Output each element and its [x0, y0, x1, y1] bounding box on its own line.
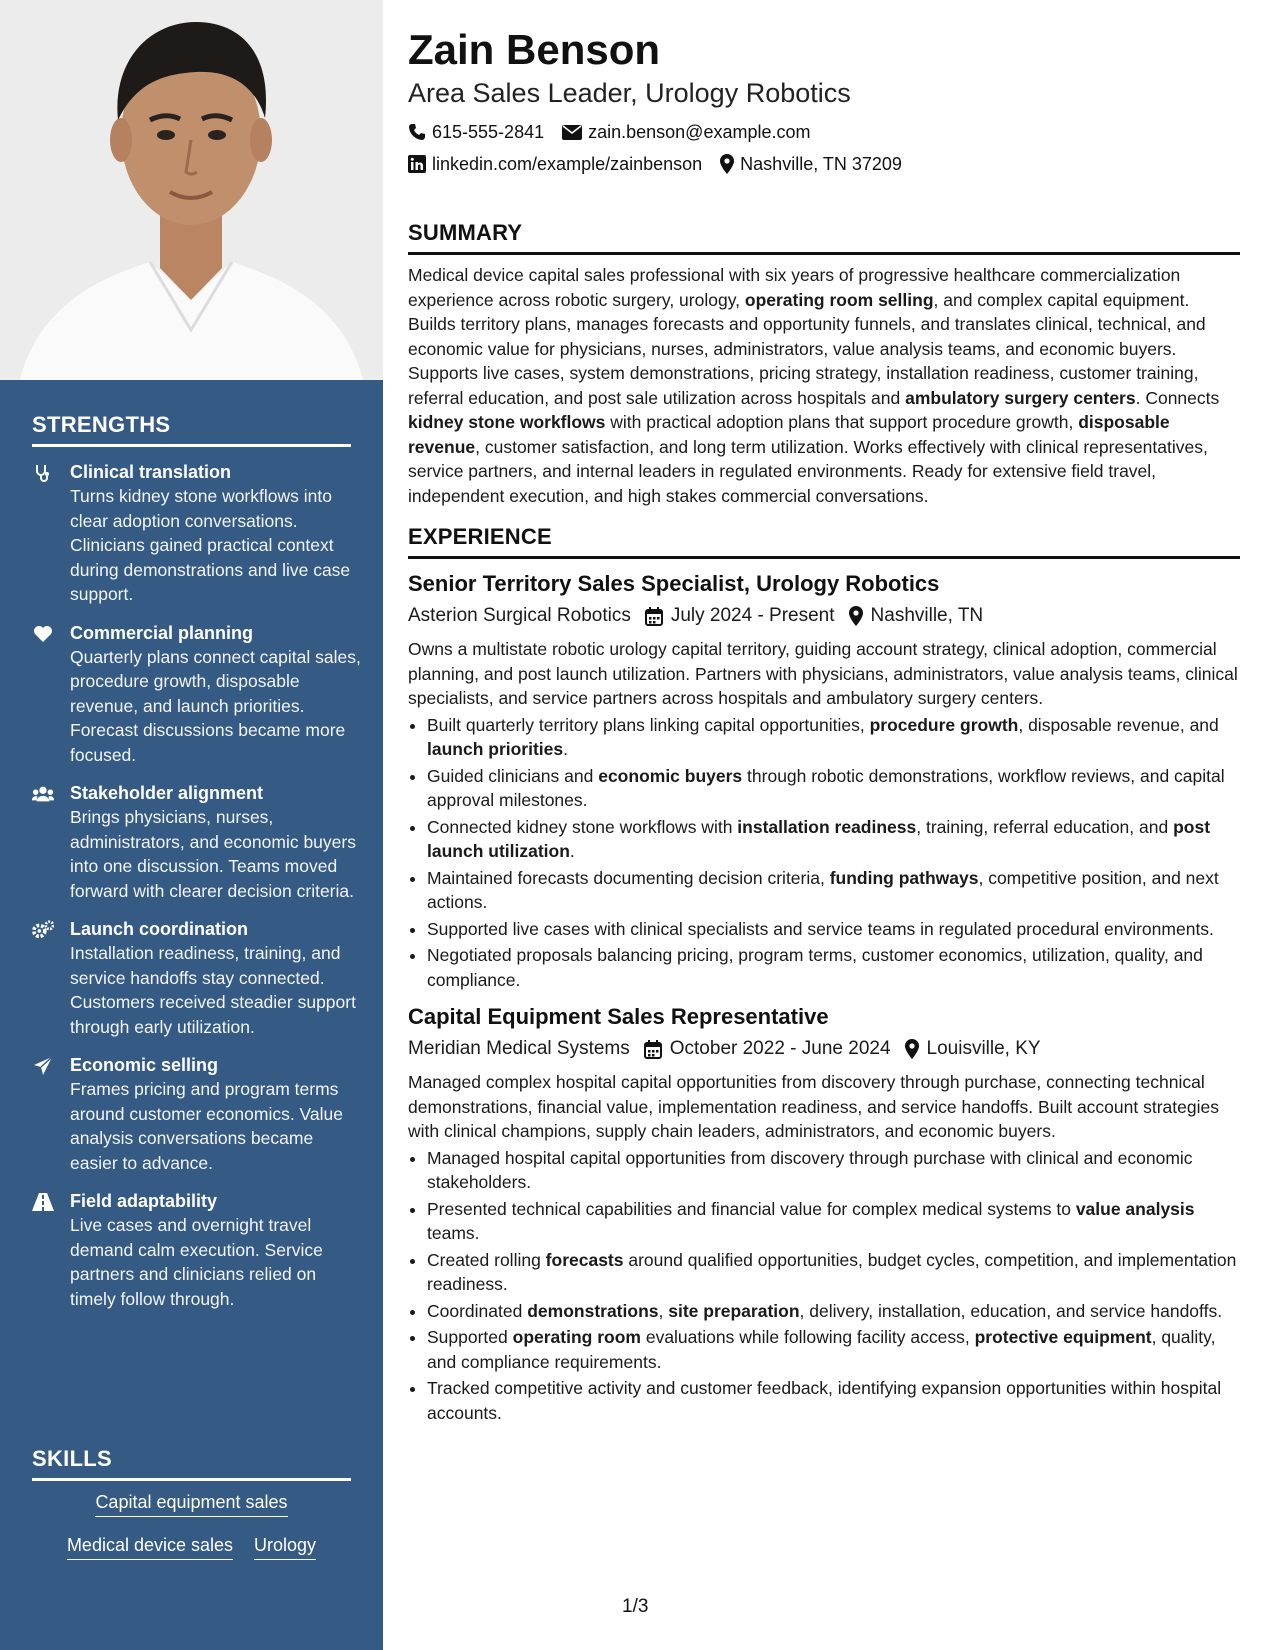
bullet-item: [427, 1299, 1240, 1324]
summary-title: SUMMARY: [408, 220, 1240, 255]
emphasis-text: kidney stone workflows: [408, 412, 606, 432]
job-meta: [408, 601, 1240, 631]
emphasis-text: value analysis: [1075, 1198, 1195, 1219]
emphasis-text: protective equipment: [974, 1327, 1152, 1347]
text-run: Supported live cases with clinical specialists and service teams in regulated procedural environments.: [427, 918, 1214, 939]
text-run: ,: [658, 1300, 669, 1321]
emphasis-text: demonstrations: [527, 1300, 659, 1321]
text-run: , customer satisfaction, and long term utilization. Works effectively with clinical representatives, service partners, and internal leaders in regulated environments. Ready for extensive field travel, independent execution, and high stakes commercial conversations.: [408, 436, 1208, 506]
strength-item: [32, 621, 362, 768]
emphasis-text: forecasts: [545, 1249, 624, 1270]
text-run: Guided clinicians and: [427, 765, 599, 786]
job-title: Capital Equipment Sales Representative: [408, 1004, 829, 1029]
strength-title: Economic selling: [70, 1055, 219, 1075]
bullet-item: [427, 1376, 1240, 1425]
job-location: [905, 1034, 1041, 1064]
users-icon: [32, 783, 54, 805]
envelope-icon: [562, 125, 582, 140]
contact-row: [408, 148, 1240, 180]
strength-desc: Installation readiness, training, and service handoffs stay connected. Customers received steadier support through early utilization.: [70, 943, 356, 1037]
text-run: Negotiated proposals balancing pricing, program terms, customer economics, utilization, quality, and compliance.: [427, 945, 1203, 990]
sidebar: [0, 0, 383, 1650]
text-run: Managed hospital capital opportunities from discovery through purchase with clinical and economic stakeholders.: [427, 1147, 1193, 1192]
profile-photo-illustration: [0, 0, 383, 380]
strength-title: Commercial planning: [70, 622, 254, 643]
text-run: .: [563, 739, 569, 759]
contact-row: [408, 116, 1240, 148]
linkedin-text: linkedin.com/example/zainbenson: [432, 154, 703, 174]
job-company: Meridian Medical Systems: [408, 1038, 630, 1059]
summary-text: [408, 263, 1240, 508]
map-pin-icon: [720, 154, 734, 174]
emphasis-text: economic buyers: [598, 765, 743, 786]
emphasis-text: funding pathways: [829, 867, 979, 888]
job-location-text: Louisville, KY: [926, 1038, 1041, 1059]
strength-title: Clinical translation: [70, 462, 232, 482]
job-dates: [645, 601, 835, 631]
job-location: [849, 601, 984, 631]
paper-plane-icon: [32, 1055, 54, 1077]
phone-text: 615-555-2841: [432, 122, 545, 142]
strength-item: [32, 1189, 362, 1311]
contact-phone[interactable]: [408, 116, 544, 148]
experience-title: EXPERIENCE: [408, 524, 1240, 559]
location-text: Nashville, TN 37209: [740, 154, 902, 174]
text-run: , quality, and compliance requirements.: [427, 1327, 1216, 1372]
skill-tag: Medical device sales: [67, 1535, 233, 1560]
skills-list: [32, 1492, 351, 1578]
strength-item: [32, 781, 362, 903]
phone-icon: [408, 123, 426, 141]
strength-item: [32, 917, 362, 1039]
calendar-icon: [645, 607, 663, 626]
candidate-name: Zain Benson: [408, 26, 661, 73]
job-dates-text: October 2022 - June 2024: [669, 1038, 891, 1059]
skills-title: SKILLS: [32, 1446, 351, 1481]
bullet-item: [427, 1146, 1240, 1195]
emphasis-text: installation readiness: [737, 816, 917, 837]
contact-location: [720, 148, 902, 180]
emphasis-text: ambulatory surgery centers: [905, 387, 1136, 408]
strength-desc: Quarterly plans connect capital sales, procedure growth, disposable revenue, and launch priorities. Forecast discussions became more focused.: [70, 646, 361, 765]
linkedin-icon: [408, 155, 426, 173]
strength-desc: Live cases and overnight travel demand calm execution. Service partners and clinicians relied on timely follow through.: [70, 1215, 323, 1309]
emphasis-text: operating room selling: [744, 289, 934, 310]
gears-icon: [32, 919, 54, 941]
text-run: . Connects: [1135, 387, 1220, 408]
strength-title: Stakeholder alignment: [70, 783, 264, 803]
heart-icon: [32, 623, 54, 645]
text-run: through robotic demonstrations, workflow reviews, and capital approval milestones.: [427, 765, 1225, 810]
bullet-item: [427, 815, 1240, 864]
strengths-title: STRENGTHS: [32, 412, 351, 447]
text-run: with practical adoption plans that support procedure growth,: [605, 412, 1079, 432]
map-pin-icon: [849, 606, 863, 626]
bullet-item: [427, 1248, 1240, 1297]
job-company: Asterion Surgical Robotics: [408, 605, 631, 626]
strength-item: [32, 1053, 362, 1175]
contact-linkedin[interactable]: [408, 148, 702, 180]
emphasis-text: site preparation: [668, 1300, 800, 1321]
text-run: .: [569, 841, 575, 861]
text-run: Coordinated: [427, 1300, 528, 1321]
bullet-item: [427, 1197, 1240, 1246]
strength-item: [32, 460, 362, 607]
job-bullets: [408, 1146, 1240, 1426]
profile-photo: [0, 0, 383, 380]
calendar-icon: [644, 1040, 662, 1059]
strength-desc: Brings physicians, nurses, administrators, and economic buyers into one discussion. Teams moved forward with clearer decision criteria.: [70, 807, 356, 901]
job-dates: [644, 1034, 891, 1064]
emphasis-text: post launch utilization: [427, 816, 1211, 861]
bullet-item: [427, 943, 1240, 992]
text-run: Tracked competitive activity and customer feedback, identifying expansion opportunities within hospital accounts.: [427, 1378, 1222, 1423]
emphasis-text: operating room: [512, 1327, 641, 1347]
skill-tag: Urology: [254, 1535, 316, 1560]
job-location-text: Nashville, TN: [870, 605, 984, 626]
text-run: Supported: [427, 1327, 513, 1347]
bullet-item: [427, 1325, 1240, 1374]
text-run: , competitive position, and next actions.: [427, 867, 1219, 912]
page-number: 1/3: [622, 1596, 649, 1617]
strength-title: Launch coordination: [70, 919, 248, 939]
text-run: Presented technical capabilities and financial value for complex medical systems to: [427, 1198, 1076, 1219]
candidate-headline: Area Sales Leader, Urology Robotics: [408, 78, 851, 108]
job-description: Owns a multistate robotic urology capital territory, guiding account strategy, clinical adoption, commercial planning, and post launch utilization. Partners with physicians, administrators, value analysis teams, clinical specialists, and service partners across hospitals and ambulatory surgery centers.: [408, 639, 1238, 708]
text-run: Created rolling: [427, 1249, 546, 1270]
text-run: teams.: [427, 1223, 480, 1243]
email-text: zain.benson@example.com: [588, 122, 811, 142]
strengths-list: [32, 460, 362, 1325]
text-run: Medical device capital sales professional with six years of progressive healthcare commercialization experience across robotic surgery, urology,: [408, 265, 1181, 310]
strength-desc: Frames pricing and program terms around customer economics. Value analysis conversations became easier to advance.: [70, 1079, 344, 1173]
job-title: Senior Territory Sales Specialist, Urology Robotics: [408, 571, 940, 596]
job-description: Managed complex hospital capital opportunities from discovery through purchase, connecting technical demonstrations, financial value, implementation readiness, and service handoffs. Built account strategies with clinical champions, supply chain leaders, administrators, and economic buyers.: [408, 1072, 1219, 1141]
job-entry: [408, 1002, 1240, 1425]
text-run: , disposable revenue, and: [1018, 714, 1219, 735]
bullet-item: [427, 917, 1240, 942]
bullet-item: [427, 764, 1240, 813]
contact-email[interactable]: [562, 116, 810, 148]
text-run: Connected kidney stone workflows with: [427, 816, 738, 837]
skill-tag: Capital equipment sales: [95, 1492, 287, 1517]
text-run: evaluations while following facility access,: [640, 1327, 975, 1347]
emphasis-text: launch priorities: [427, 739, 564, 759]
text-run: , delivery, installation, education, and service handoffs.: [799, 1300, 1223, 1321]
main-content: [408, 24, 1240, 1427]
emphasis-text: disposable revenue: [408, 412, 1170, 457]
stethoscope-icon: [32, 462, 54, 484]
text-run: , and complex capital equipment. Builds territory plans, manages forecasts and opportunity funnels, and translates clinical, technical, and economic value for physicians, nurses, administrators, value analysis teams, and economic buyers. Supports live cases, system demonstrations, pricing strategy, installation readiness, customer training, referral education, and post sale utilization across hospitals and: [408, 289, 1206, 408]
job-entry: [408, 569, 1240, 992]
emphasis-text: procedure growth: [869, 714, 1019, 735]
job-bullets: [408, 713, 1240, 993]
text-run: around qualified opportunities, budget cycles, competition, and implementation readiness.: [427, 1249, 1237, 1294]
text-run: Built quarterly territory plans linking capital opportunities,: [427, 714, 870, 735]
bullet-item: [427, 713, 1240, 762]
strength-title: Field adaptability: [70, 1191, 218, 1211]
strength-desc: Turns kidney stone workflows into clear adoption conversations. Clinicians gained practical context during demonstrations and live case support.: [70, 486, 351, 604]
job-meta: [408, 1034, 1240, 1064]
road-icon: [32, 1191, 54, 1213]
map-pin-icon: [905, 1039, 919, 1059]
bullet-item: [427, 866, 1240, 915]
job-dates-text: July 2024 - Present: [670, 605, 835, 626]
text-run: Maintained forecasts documenting decision criteria,: [427, 867, 830, 888]
text-run: , training, referral education, and: [916, 816, 1174, 837]
